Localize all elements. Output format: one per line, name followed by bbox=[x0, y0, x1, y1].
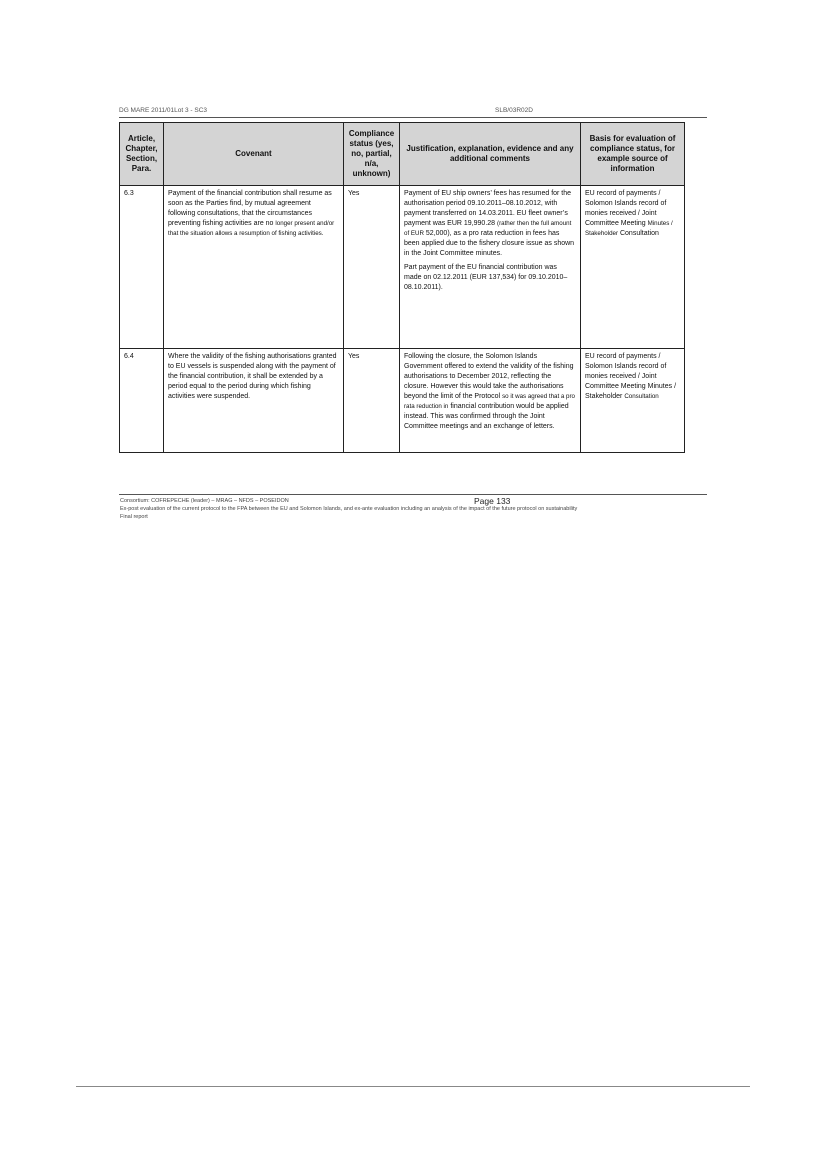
table-row bbox=[120, 349, 685, 453]
cell-covenant: Where the validity of the fishing authorisations granted to EU vessels is suspended along with the payment of the financial contribution, it shall be extended by a period equal to the period during which fishing activities were suspended. bbox=[164, 349, 344, 453]
justification-text-small: so it was agreed that a pro rata reduction in bbox=[404, 393, 575, 410]
justification-text-continued: financial contribution would be applied instead. This was confirmed through the Joint Committee meetings and an exchange of letters. bbox=[404, 403, 569, 430]
cell-justification bbox=[400, 349, 581, 453]
justification-text-continued: 52,000), as a pro rata reduction in fees has been applied due to the fishery closure issue as shown in the Joint Committee minutes. bbox=[404, 230, 575, 257]
cell-basis bbox=[581, 349, 685, 453]
header-compliance: Compliance status (yes, no, partial, n/a, unknown) bbox=[344, 123, 400, 186]
header-reference: DG MARE 2011/01Lot 3 - SC3 bbox=[119, 107, 208, 114]
header-article: Article, Chapter, Section, Para. bbox=[120, 123, 164, 186]
cell-article: 6.4 bbox=[120, 349, 164, 453]
basis-text-small: Minutes / Stakeholder bbox=[585, 220, 673, 237]
cell-covenant bbox=[164, 186, 344, 349]
table-row bbox=[120, 186, 685, 349]
page-number: Page 133 bbox=[474, 496, 511, 506]
footer-description: Ex-post evaluation of the current protocol to the FPA between the EU and Solomon Islands, and ex-ante evaluation including an analysis of the impact of the future protocol on sustainability bbox=[120, 506, 578, 512]
justification-text: Payment of EU ship owners’ fees has resumed for the authorisation period 09.10.2011–08.10.2012, with payment transferred on 14.03.2011. EU fleet owner’s payment was EUR 19,990.28 bbox=[404, 190, 572, 227]
cell-compliance: Yes bbox=[344, 349, 400, 453]
footer-divider bbox=[119, 494, 707, 495]
covenant-table bbox=[119, 122, 685, 453]
basis-text-continued: Consultation bbox=[619, 230, 659, 237]
justification-paragraph bbox=[404, 189, 576, 259]
justification-text-small: (rather then the full amount of EUR bbox=[404, 220, 572, 237]
cell-basis bbox=[581, 186, 685, 349]
header-justification: Justification, explanation, evidence and any additional comments bbox=[400, 123, 581, 186]
cell-compliance: Yes bbox=[344, 186, 400, 349]
basis-text-small: Consultation bbox=[624, 393, 659, 400]
covenant-text: Payment of the financial contribution shall resume as soon as the Parties find, by mutual agreement following consultations, that the circumstances preventing fishing activities are no bbox=[168, 190, 332, 227]
covenant-text-small: longer present and/or that the situation allows a resumption of fishing activities. bbox=[168, 220, 335, 237]
table-header-row bbox=[120, 123, 685, 186]
basis-text: EU record of payments / Solomon Islands record of monies received / Joint Committee Meeting Minutes / Stakeholder bbox=[585, 353, 677, 400]
justification-paragraph-2: Part payment of the EU financial contribution was made on 02.12.2011 (EUR 137,534) for 09.10.2010–08.10.2011). bbox=[404, 264, 568, 291]
page-header bbox=[119, 106, 707, 118]
cell-justification bbox=[400, 186, 581, 349]
header-basis: Basis for evaluation of compliance status, for example source of information bbox=[581, 123, 685, 186]
header-document-code: SLB/03R02D bbox=[495, 107, 533, 114]
basis-text: EU record of payments / Solomon Islands record of monies received / Joint Committee Meeting bbox=[585, 190, 667, 227]
footer-report-type: Final report bbox=[120, 514, 148, 520]
header-covenant: Covenant bbox=[164, 123, 344, 186]
bottom-divider bbox=[76, 1086, 750, 1087]
cell-article: 6.3 bbox=[120, 186, 164, 349]
footer-consortium: Consortium: COFREPECHE (leader) – MRAG – NFDS – POSEIDON bbox=[120, 498, 289, 504]
justification-text: Following the closure, the Solomon Islands Government offered to extend the validity of the fishing authorisations to December 2012, reflecting the closure. However this would take the authorisations beyond the limit of the Protocol bbox=[404, 353, 574, 400]
